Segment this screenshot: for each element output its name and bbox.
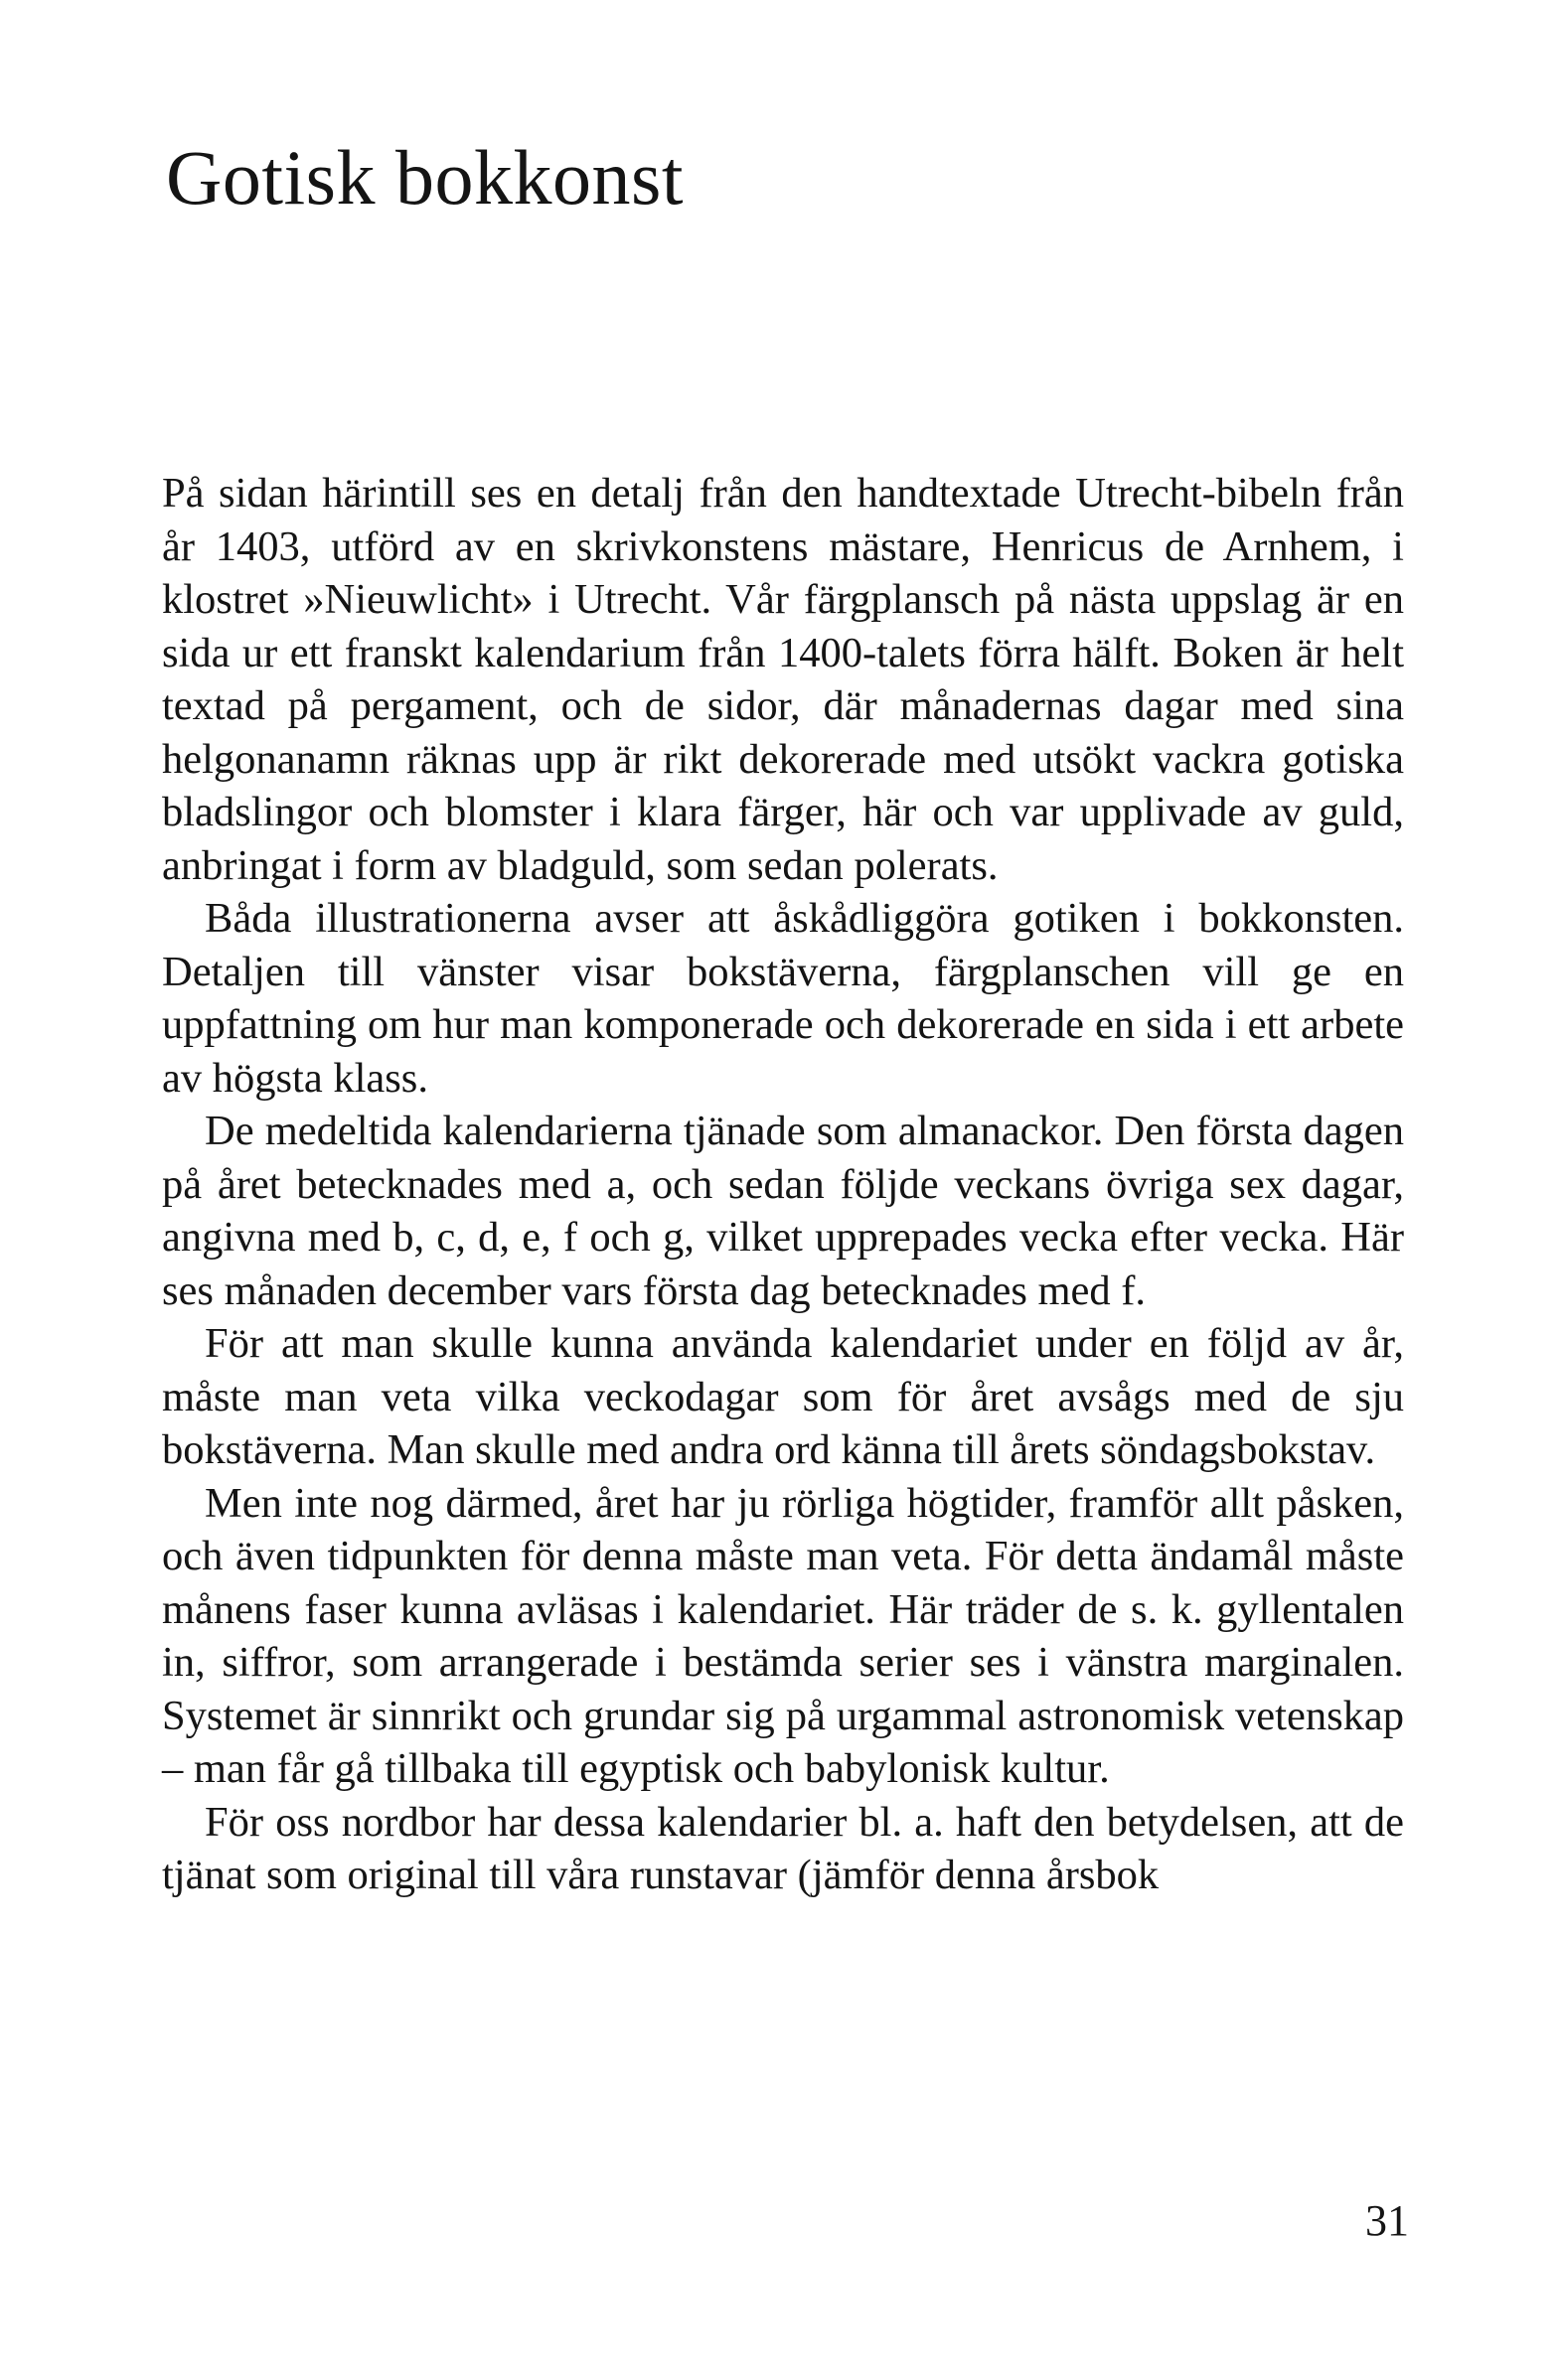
body-text: [162, 467, 1404, 1902]
paragraph-2: Båda illustrationerna avser att åskådliggöra gotiken i bokkonsten. Detaljen till vänster visar bokstäverna, färgplanschen vill ge en uppfattning om hur man komponerade och dekorerade en sida i ett arbete av högsta klass.: [162, 895, 1404, 1102]
paragraph-1: På sidan härintill ses en detalj från den handtextade Utrecht-bibeln från år 1403, utförd av en skrivkonstens mästare, Henricus de Arnhem, i klostret »Nieuwlicht» i Utrecht. Vår färgplansch på nästa uppslag är en sida ur ett franskt kalendarium från 1400-talets förra hälft. Boken är helt textad på pergament, och de sidor, där månadernas dagar med sina helgonanamn räknas upp är rikt dekorerade med utsökt vackra gotiska bladslingor och blomster i klara färger, här och var upplivade av guld, anbringat i form av bladguld, som sedan polerats.: [162, 470, 1404, 889]
page-number: 31: [1365, 2196, 1409, 2245]
paragraph-5: Men inte nog därmed, året har ju rörliga högtider, framför allt påsken, och även tidpunkten för denna måste man veta. För detta ändamål måste månens faser kunna avläsas i kalendariet. Här träder de s. k. gyllentalen in, siffror, som arrangerade i bestämda serier ses i vänstra marginalen. Systemet är sinnrikt och grundar sig på urgammal astronomisk vetenskap – man får gå tillbaka till egyptisk och babylonisk kultur.: [162, 1479, 1404, 1792]
paragraph-6: För oss nordbor har dessa kalendarier bl. a. haft den betydelsen, att de tjänat som original till våra runstavar (jämför denna årsbok: [162, 1798, 1404, 1898]
page-title: Gotisk bokkonst: [166, 134, 685, 221]
paragraph-4: För att man skulle kunna använda kalendariet under en följd av år, måste man veta vilka veckodagar som för året avsågs med de sju bokstäverna. Man skulle med andra ord känna till årets söndagsbokstav.: [162, 1320, 1404, 1473]
paragraph-3: De medeltida kalendarierna tjänade som almanackor. Den första dagen på året betecknades med a, och sedan följde veckans övriga sex dagar, angivna med b, c, d, e, f och g, vilket upprepades vecka efter vecka. Här ses månaden december vars första dag betecknades med f.: [162, 1108, 1404, 1314]
